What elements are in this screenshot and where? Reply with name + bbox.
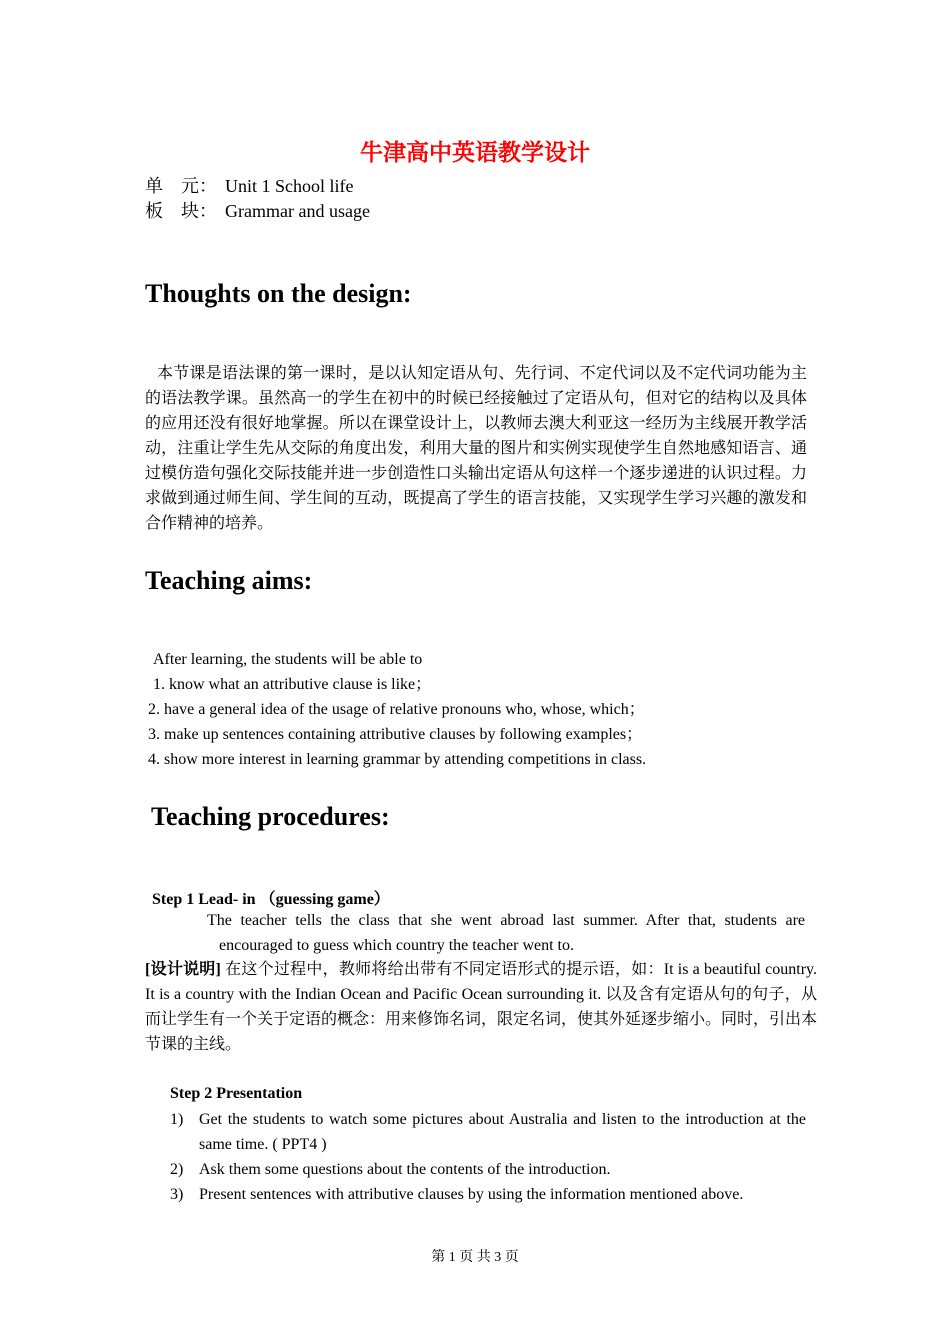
list-item (170, 1182, 806, 1207)
heading-thoughts: Thoughts on the design: (145, 279, 412, 308)
design-note-tag: [设计说明] (145, 961, 221, 978)
meta-unit-label: 单 元： (145, 176, 217, 196)
thoughts-paragraph: 本节课是语法课的第一课时，是以认知定语从句、先行词、不定代词以及不定代词功能为主的语法教学课。虽然高一的学生在初中的时候已经接触过了定语从句，但对它的结构以及具体的应用还没有很好地掌握。所以在课堂设计上，以教师去澳大利亚这一经历为主线展开教学活动，注重让学生先从交际的角度出发，利用大量的图片和实例实现使学生自然地感知语言、通过模仿造句强化交际技能并进一步创造性口头输出定语从句这样一个逐步递进的认识过程。力求做到通过师生间、学生间的互动，既提高了学生的语言技能，又实现学生学习兴趣的激发和合作精神的培养。 (145, 365, 807, 532)
aims-item-1: 1. know what an attributive clause is like； (153, 676, 432, 693)
aims-item-4: 4. show more interest in learning grammar by attending competitions in class. (148, 751, 647, 768)
list-item-text: Present sentences with attributive clauses by using the information mentioned above. (199, 1186, 744, 1203)
meta-unit-value: Unit 1 School life (225, 176, 354, 196)
list-item (170, 1107, 806, 1157)
meta-module-value: Grammar and usage (225, 201, 370, 221)
page-footer: 第 1 页 共 3 页 (431, 1250, 519, 1265)
step1-design-note (145, 957, 817, 1057)
meta-module-label: 板 块： (145, 201, 217, 221)
step1-body: The teacher tells the class that she went abroad last summer. After that, students are encouraged to guess which country the teacher went to. (207, 912, 805, 954)
heading-aims: Teaching aims: (145, 566, 313, 595)
list-item-number: 1) (170, 1111, 184, 1128)
meta-module (145, 199, 370, 223)
list-item-number: 2) (170, 1161, 184, 1178)
document-title: 牛津高中英语教学设计 (360, 140, 590, 166)
aims-item-2: 2. have a general idea of the usage of relative pronouns who, whose, which； (148, 701, 645, 718)
list-item-text: Ask them some questions about the contents of the introduction. (199, 1161, 611, 1178)
list-item-text: Get the students to watch some pictures about Australia and listen to the introduction at the same time. ( PPT4 ) (199, 1111, 806, 1153)
aims-item-3: 3. make up sentences containing attributive clauses by following examples； (148, 726, 643, 743)
meta-unit (145, 174, 354, 198)
design-note-body: 在这个过程中，教师将给出带有不同定语形式的提示语，如：It is a beautiful country. It is a country with the Indian Ocean and Pacific Ocean surrounding it. 以及含有定语从句的句子，从而让学生有一个关于定语的概念：用来修饰名词，限定名词，使其外延逐步缩小。同时，引出本节课的主线。 (145, 961, 818, 1053)
step2-title: Step 2 Presentation (170, 1085, 303, 1102)
heading-procedures: Teaching procedures: (151, 802, 390, 831)
list-item (170, 1157, 806, 1182)
step1-title: Step 1 Lead- in （guessing game） (152, 891, 390, 908)
list-item-number: 3) (170, 1186, 184, 1203)
aims-intro: After learning, the students will be able to (153, 651, 423, 668)
step2-list (170, 1107, 806, 1207)
